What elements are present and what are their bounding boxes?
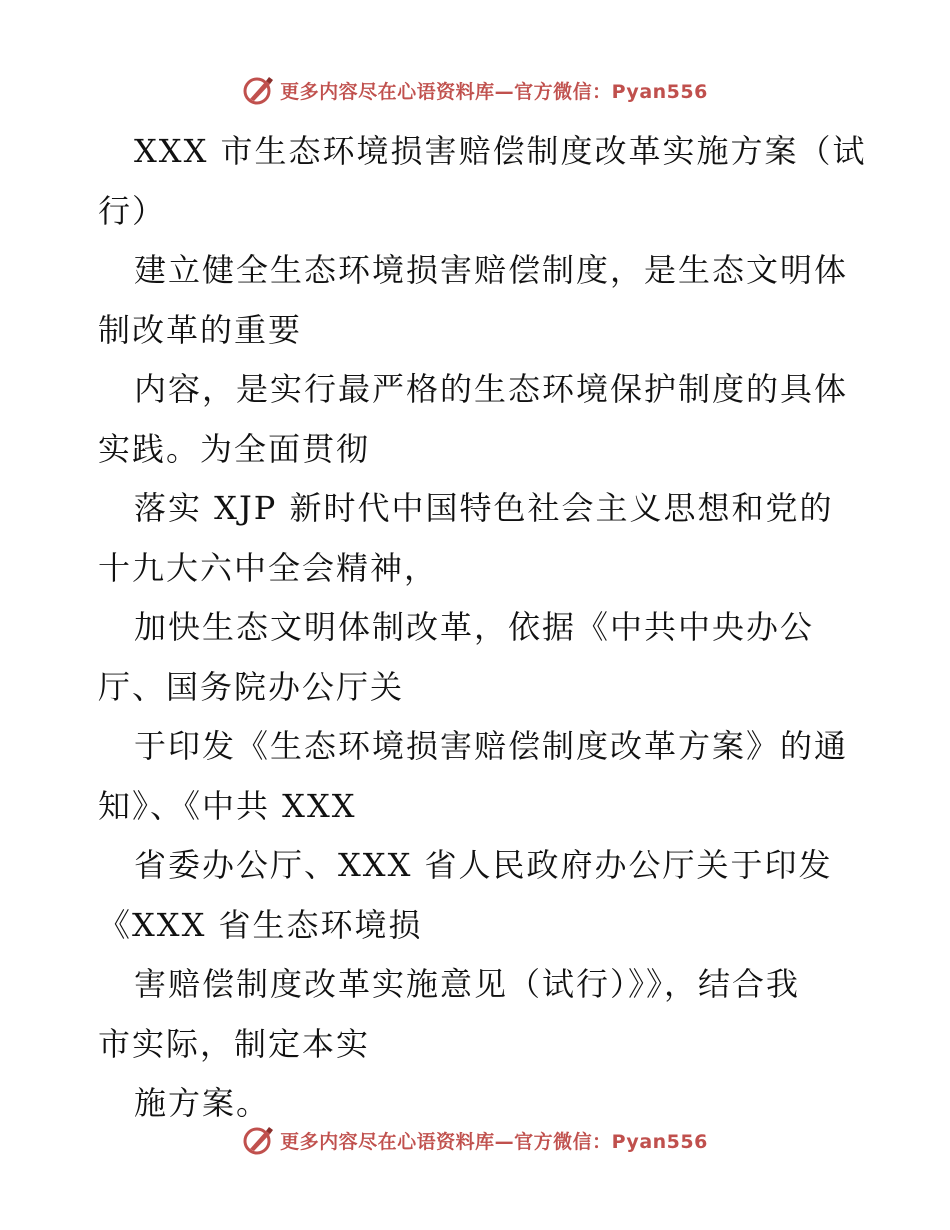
document-line: 行） [98,191,167,230]
document-line: 施方案。 [134,1084,271,1122]
document-line: 厅、国务院办公厅关 [98,667,405,706]
document-line: 《XXX 省生态环境损 [98,905,423,944]
document-line: 实践。为全面贯彻 [98,429,371,468]
watermark-text: 更多内容尽在心语资料库—官方微信：Pyan556 [280,1130,708,1153]
document-line: 于印发《生态环境损害赔偿制度改革方案》的通 [134,727,849,765]
document-line: 害赔偿制度改革实施意见（试行）》》，结合我 [134,965,801,1003]
document-line: 省委办公厅、XXX 省人民政府办公厅关于印发 [134,846,833,884]
document-line: 加快生态文明体制改革，依据《中共中央办公 [134,608,815,646]
document-line: 落实 XJP 新时代中国特色社会主义思想和党的 [134,489,834,527]
pen-logo-icon [242,73,276,107]
watermark-banner-bottom [0,1120,950,1160]
document-body [98,122,867,1134]
document-line: 十九大六中全会精神， [98,548,439,587]
watermark-text: 更多内容尽在心语资料库—官方微信：Pyan556 [280,80,708,103]
pen-logo-icon [242,1123,276,1157]
document-line: 制改革的重要 [98,310,303,349]
document-line: 知》、《中共 XXX [98,786,357,825]
document-line: XXX 市生态环境损害赔偿制度改革实施方案（试 [134,132,867,170]
watermark-banner-top [0,70,950,110]
document-line: 内容，是实行最严格的生态环境保护制度的具体 [134,370,849,408]
document-line: 建立健全生态环境损害赔偿制度，是生态文明体 [134,251,849,289]
document-line: 市实际，制定本实 [98,1024,371,1063]
